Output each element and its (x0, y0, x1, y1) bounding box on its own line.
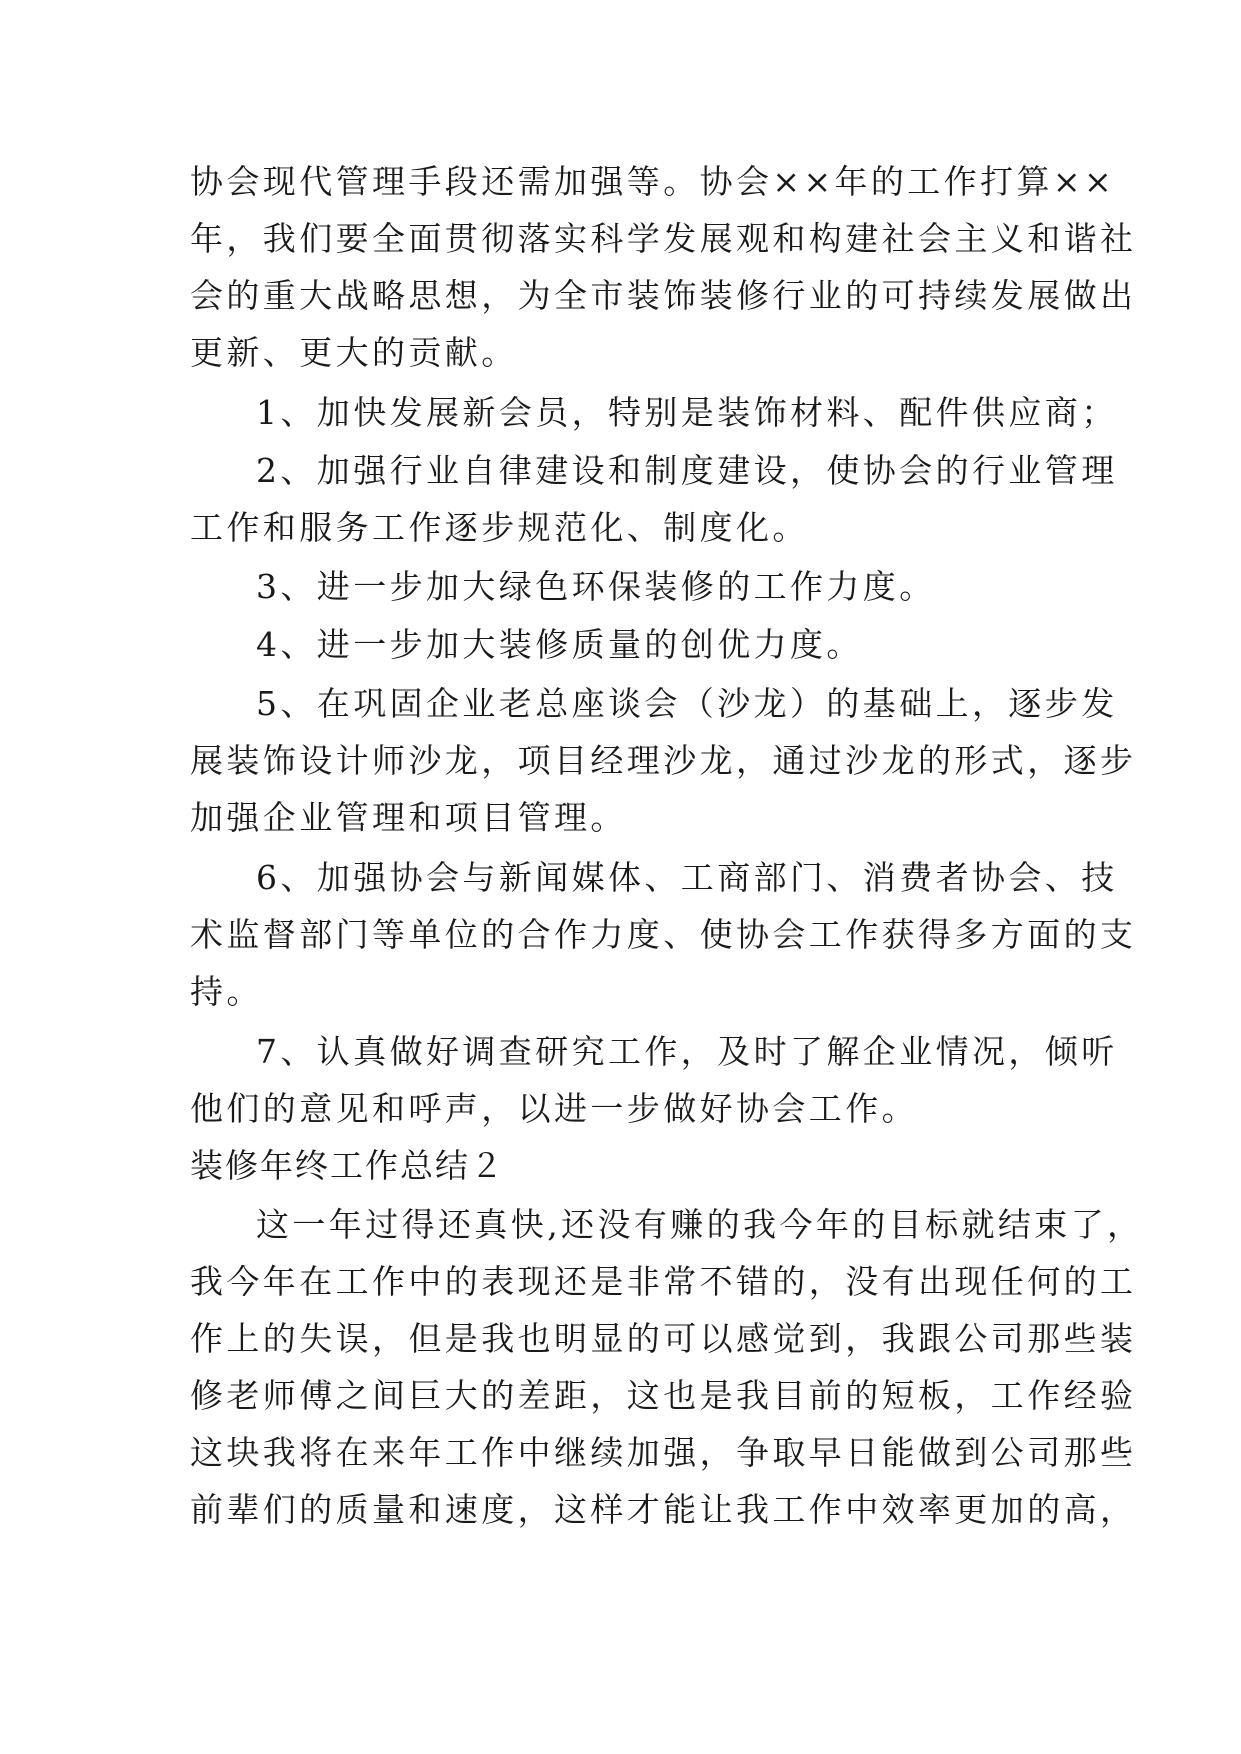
paragraph-line: 更新、更大的贡献。 (190, 333, 518, 372)
list-item-3: 3、进一步加大绿色环保装修的工作力度。 (256, 567, 936, 606)
paragraph-line: 我今年在工作中的表现还是非常不错的，没有出现任何的工 (190, 1262, 1137, 1301)
paragraph-line: 会的重大战略思想，为全市装饰装修行业的可持续发展做出 (190, 276, 1137, 315)
paragraph-line: 工作和服务工作逐步规范化、制度化。 (190, 508, 809, 547)
paragraph-line: 加强企业管理和项目管理。 (190, 798, 627, 837)
paragraph-line: 这一年过得还真快,还没有赚的我今年的目标就结束了， (256, 1205, 1144, 1244)
paragraph-line: 协会现代管理手段还需加强等。协会××年的工作打算×× (190, 162, 1116, 201)
paragraph-line: 作上的失误，但是我也明显的可以感觉到，我跟公司那些装 (190, 1319, 1137, 1358)
list-item-7: 7、认真做好调查研究工作，及时了解企业情况，倾听 (256, 1032, 1118, 1071)
list-item-5: 5、在巩固企业老总座谈会（沙龙）的基础上，逐步发 (256, 684, 1118, 723)
paragraph-line: 展装饰设计师沙龙，项目经理沙龙，通过沙龙的形式，逐步 (190, 741, 1137, 780)
list-item-1: 1、加快发展新会员，特别是装饰材料、配件供应商； (256, 393, 1118, 432)
paragraph-line: 持。 (190, 972, 263, 1011)
paragraph-line: 前辈们的质量和速度，这样才能让我工作中效率更加的高， (190, 1490, 1137, 1529)
list-item-2: 2、加强行业自律建设和制度建设，使协会的行业管理 (256, 451, 1118, 490)
section-heading: 装修年终工作总结２ (190, 1146, 505, 1185)
paragraph-line: 年，我们要全面贯彻落实科学发展观和构建社会主义和谐社 (190, 219, 1137, 258)
paragraph-line: 他们的意见和呼声，以进一步做好协会工作。 (190, 1089, 918, 1128)
paragraph-line: 术监督部门等单位的合作力度、使协会工作获得多方面的支 (190, 915, 1137, 954)
paragraph-line: 修老师傅之间巨大的差距，这也是我目前的短板，工作经验 (190, 1376, 1137, 1415)
list-item-6: 6、加强协会与新闻媒体、工商部门、消费者协会、技 (256, 858, 1118, 897)
paragraph-line: 这块我将在来年工作中继续加强，争取早日能做到公司那些 (190, 1433, 1137, 1472)
list-item-4: 4、进一步加大装修质量的创优力度。 (256, 625, 863, 664)
